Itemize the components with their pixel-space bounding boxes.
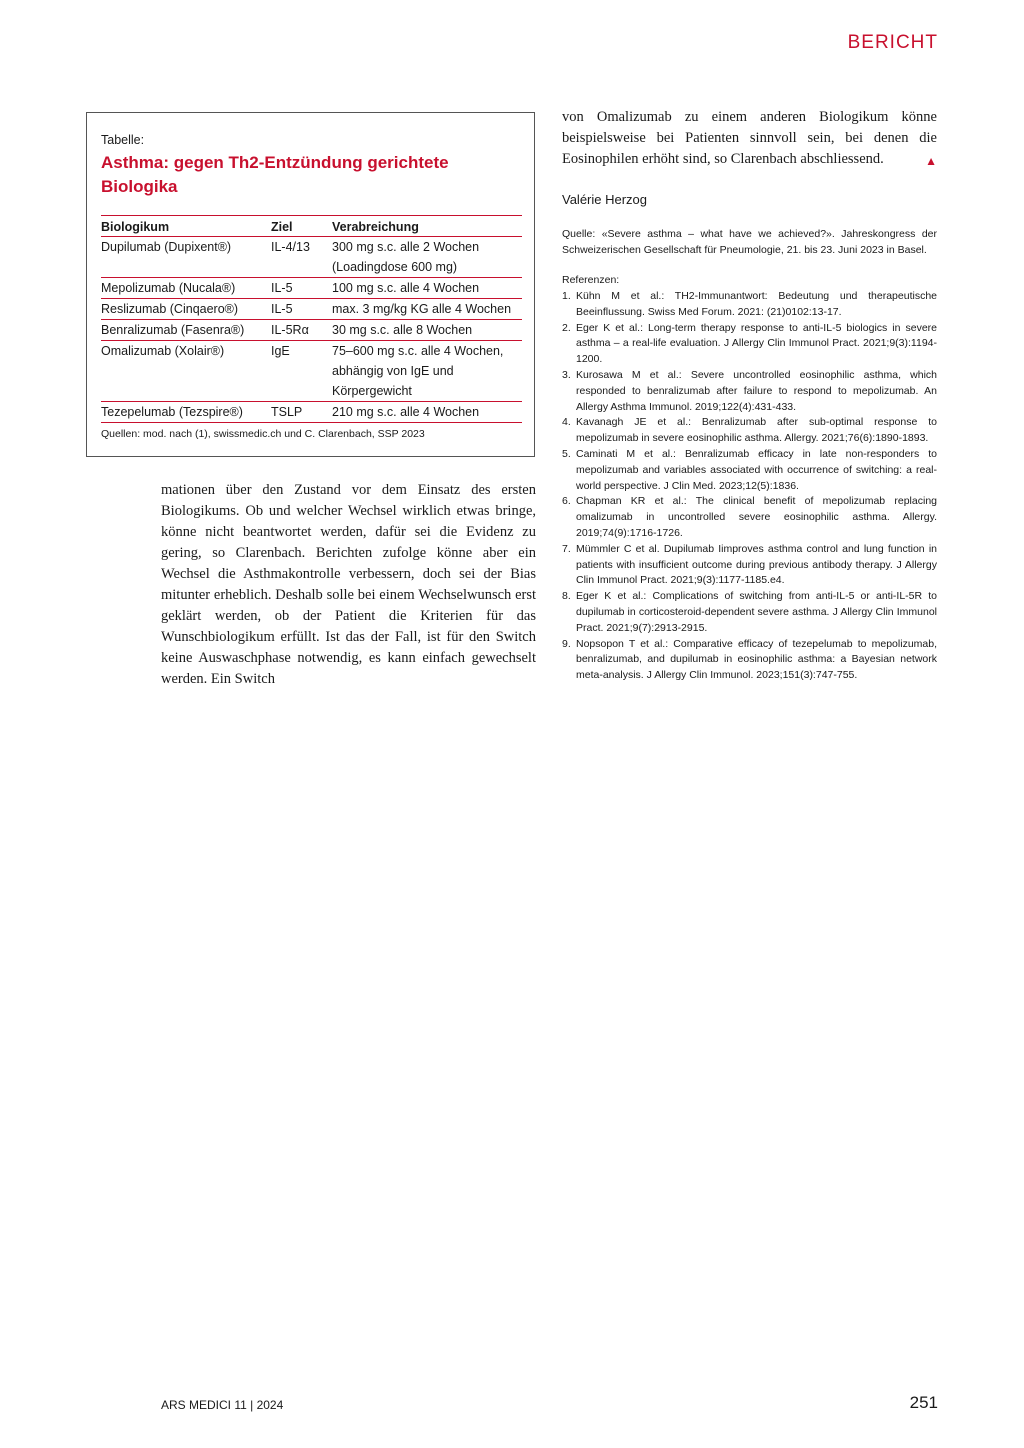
drug-cell: Omalizumab (Xolair®)	[101, 341, 271, 402]
body-text-right-content: von Omalizumab zu einem anderen Biologikum könne beispielsweise bei Patienten sinnvoll sein, bei denen die Eosinophilen erhöht sind, so Clarenbach abschliessend.	[562, 109, 937, 167]
drug-cell: Benralizumab (Fasenra®)	[101, 320, 271, 341]
admin-cell	[332, 278, 522, 299]
reference-item	[562, 542, 937, 589]
admin-line: 75–600 mg s.c. alle 4 Wochen,	[332, 344, 504, 358]
reference-text: Chapman KR et al.: The clinical benefit of mepolizumab replacing omalizumab in uncontrolled severe eosinophilic asthma. Allergy. 2019;74(9):1716-1726.	[576, 495, 937, 539]
table-label: Tabelle:	[101, 133, 145, 147]
references-list	[562, 289, 937, 684]
author-name: Valérie Herzog	[562, 192, 648, 207]
admin-line: 100 mg s.c. alle 4 Wochen	[332, 281, 480, 295]
reference-text: Eger K et al.: Long-term therapy response to anti-IL-5 biologics in severe asthma – a real-life evaluation. J Allergy Clin Immunol Pract. 2021;9(3):1194-1200.	[576, 321, 937, 366]
reference-text: Caminati M et al.: Benralizumab efficacy in late non-responders to mepolizumab and variables associated with occurrence of switching: a real-world perspective. J Clin Med. 2023;12(5):1836.	[576, 447, 937, 492]
reference-text: Kavanagh JE et al.: Benralizumab after sub-optimal response to mepolizumab in severe eosinophilic asthma. Allergy. 2021;76(6):1890-1893.	[576, 416, 937, 445]
reference-number: 8.	[562, 590, 571, 603]
admin-line: 210 mg s.c. alle 4 Wochen	[332, 405, 480, 419]
column-header-admin: Verabreichung	[332, 216, 522, 237]
reference-number: 1.	[562, 290, 571, 302]
reference-number: 7.	[562, 542, 571, 555]
footer-journal: ARS MEDICI 11 | 2024	[161, 1398, 284, 1412]
admin-cell	[332, 299, 522, 320]
reference-item	[562, 415, 937, 447]
target-cell: IL-5Rα	[271, 320, 332, 341]
reference-text: Kühn M et al.: TH2-Immunantwort: Bedeutung und therapeutische Beeinflussung. Swiss Med Forum. 2021: (21)0102:13-17.	[576, 290, 937, 318]
drug-cell: Mepolizumab (Nucala®)	[101, 278, 271, 299]
reference-item	[562, 321, 937, 368]
target-cell: IL-5	[271, 278, 332, 299]
reference-number: 3.	[562, 368, 571, 381]
admin-line: (Loadingdose 600 mg)	[332, 260, 458, 274]
table-row	[101, 278, 522, 299]
table-sources: Quellen: mod. nach (1), swissmedic.ch und C. Clarenbach, SSP 2023	[101, 428, 425, 440]
target-cell: IL-4/13	[271, 237, 332, 278]
column-header-target: Ziel	[271, 216, 332, 237]
drug-cell: Tezepelumab (Tezspire®)	[101, 402, 271, 423]
admin-cell	[332, 341, 522, 402]
reference-item	[562, 289, 937, 321]
body-text-left: mationen über den Zustand vor dem Einsatz des ersten Biologikums. Ob und welcher Wechsel wirklich etwas bringe, könne nicht beantwortet werden, dafür sei die Evidenz zu gering, so Clarenbach. Berichten zufolge könne aber ein Wechsel die Asthmakontrolle verbessern, doch sei der Bias mitunter erheblich. Deshalb solle bei einem Wechselwunsch erst geklärt werden, ob der Patient die Kriterien für das Wunschbiologikum erfüllt. Ist das der Fall, ist für den Switch keine Auswaschphase notwendig, es kann einfach gewechselt werden. Ein Switch	[161, 482, 536, 687]
admin-line: abhängig von IgE und	[332, 364, 454, 378]
reference-number: 9.	[562, 637, 571, 650]
table-title: Asthma: gegen Th2-Entzündung gerichtete Biologika	[101, 153, 449, 196]
table-row	[101, 402, 522, 423]
reference-number: 2.	[562, 321, 571, 334]
column-header-drug: Biologikum	[101, 216, 271, 237]
table-box	[86, 112, 535, 457]
biologics-table	[101, 215, 522, 423]
table-row	[101, 237, 522, 278]
references-heading: Referenzen:	[562, 274, 620, 286]
reference-number: 4.	[562, 416, 571, 429]
reference-text: Mümmler C et al. Dupilumab Iimproves asthma control and lung function in patients with insufficient outcome during previous antibody therapy. J Allergy Clin Immunol Pract. 2021;9(3):1177-1185.e4.	[576, 542, 937, 587]
reference-item	[562, 494, 937, 541]
reference-number: 6.	[562, 495, 571, 508]
page-number: 251	[909, 1393, 938, 1412]
drug-cell: Dupilumab (Dupixent®)	[101, 237, 271, 278]
target-cell: IL-5	[271, 299, 332, 320]
reference-item	[562, 447, 937, 494]
admin-line: 300 mg s.c. alle 2 Wochen	[332, 240, 480, 254]
end-triangle-icon: ▲	[925, 154, 937, 168]
table-row	[101, 341, 522, 402]
admin-line: max. 3 mg/kg KG alle 4 Wochen	[332, 302, 512, 316]
admin-cell	[332, 320, 522, 341]
reference-text: Eger K et al.: Complications of switching from anti-IL-5 or anti-IL-5R to dupilumab in corticosteroid-dependent severe asthma. J Allergy Clin Immunol Pract. 2021;9(7):2913-2915.	[576, 590, 937, 634]
reference-item	[562, 368, 937, 415]
reference-text: Kurosawa M et al.: Severe uncontrolled eosinophilic asthma, which responded to benralizumab after failure to respond to mepolizumab. An Allergy Asthma Immunol. 2019;122(4):431-433.	[576, 368, 937, 413]
drug-cell: Reslizumab (Cinqaero®)	[101, 299, 271, 320]
reference-item	[562, 637, 937, 684]
admin-cell	[332, 402, 522, 423]
admin-cell	[332, 237, 522, 278]
target-cell: IgE	[271, 341, 332, 402]
admin-line: 30 mg s.c. alle 8 Wochen	[332, 323, 473, 337]
reference-number: 5.	[562, 447, 571, 460]
table-row	[101, 299, 522, 320]
source-note: Quelle: «Severe asthma – what have we achieved?». Jahreskongress der Schweizerischen Gesellschaft für Pneumologie, 21. bis 23. Juni 2023 in Basel.	[562, 228, 937, 256]
table-row	[101, 320, 522, 341]
target-cell: TSLP	[271, 402, 332, 423]
section-label: BERICHT	[847, 32, 938, 53]
reference-item	[562, 589, 937, 636]
admin-line: Körpergewicht	[332, 384, 412, 398]
body-text-right	[562, 107, 937, 172]
reference-text: Nopsopon T et al.: Comparative efficacy of tezepelumab to mepolizumab, benralizumab, and dupilumab in eosinophilic asthma: a Bayesian network meta-analysis. J Allergy Clin Immunol. 2023;151(3):747-755.	[576, 637, 937, 682]
